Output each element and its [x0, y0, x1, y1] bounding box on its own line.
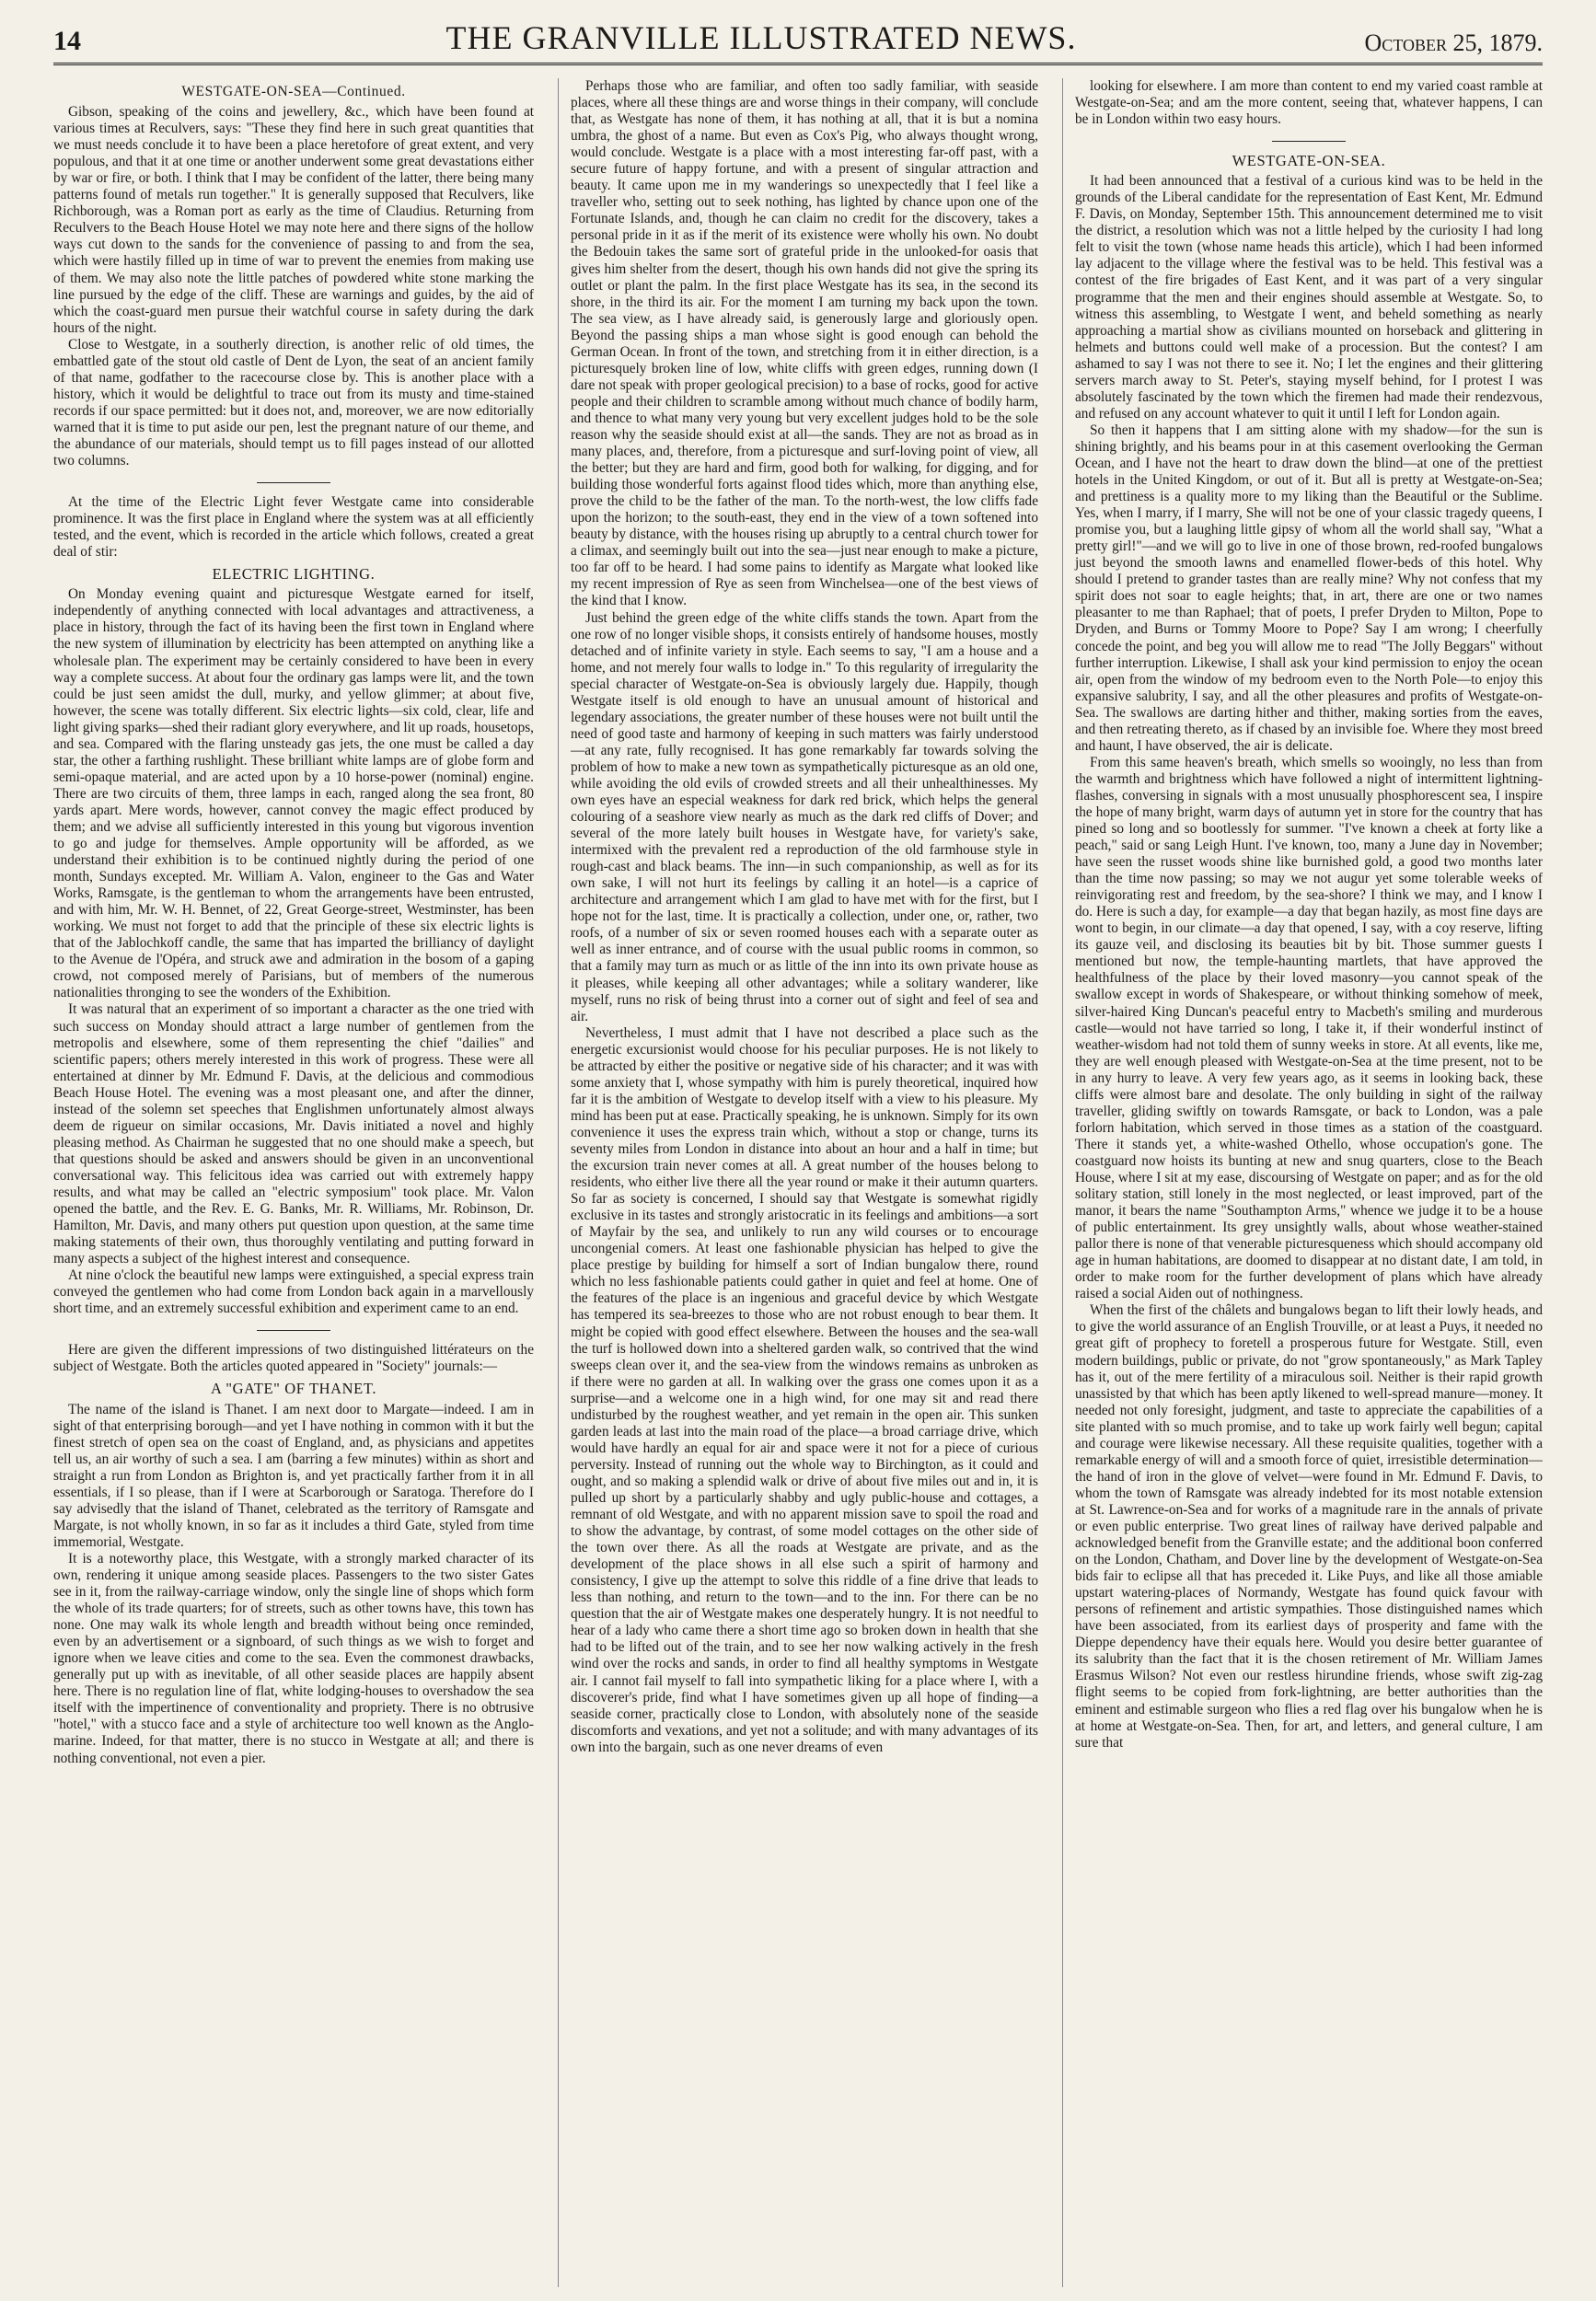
section-heading: WESTGATE-ON-SEA. — [1232, 152, 1386, 170]
page-number: 14 — [53, 26, 81, 56]
masthead — [53, 17, 1543, 65]
paragraph: It had been announced that a festival of a curious kind was to be held in the grounds of the Liberal candidate for the representation of East Kent, Mr. Edmund F. Davis, on Monday, September 15th. This announcement determined me to visit the district, a resolution which was not a little helped by the curiosity I had long felt to visit the town (whose name heads this article), which I had been informed lay adjacent to the village where the festival was to be held. This festival was a contest of the fire brigades of East Kent, and it was part of a very singular programme that the men and their engines should assemble at Westgate. So, to witness this assembling, to Westgate I went, and beheld something as nearly approaching a martial show as civilians mounted on horseback and glittering in helmets and buttons could well make of a procession. But the contest? I am ashamed to say I was not there to see it. No; I let the engines and their glittering servers march away to St. Peter's, staying myself behind, for I protest I was absolutely fascinated by the town which the firemen had made their rendezvous, and refused on any account whatever to quit it until I left for London again. — [1075, 173, 1543, 422]
paragraph: looking for elsewhere. I am more than content to end my varied coast ramble at Westgate-on-Sea; and am the more content, seeing that, whatever happens, I can be in London within two easy hours. — [1075, 78, 1543, 128]
paragraph: It is a noteworthy place, this Westgate, with a strongly marked character of its own, rendering it unique among seaside places. Passengers to the two sister Gates see in it, from the railway-carriage window, only the single line of shops which form the whole of its trade quarters; for of streets, such as other towns have, this town has none. One may walk its whole length and breadth without being once reminded, even by an advertisement or a signboard, of such things as we wish to forget and ignore when we leave cities and come to the sea. Even the commonest drawbacks, generally put up with as inevitable, of all other seaside places are happily absent here. There is no regulation line of flat, white lodging-houses to overshadow the sea itself with the impertinence of conventionality and propriety. There is no obtrusive "hotel," with a stucco face and a style of architecture too well known as the Anglo-marine. Indeed, for that matter, there is no stucco in Westgate at all; and there is nothing conventional, not even a pier. — [53, 1550, 534, 1766]
paragraph: On Monday evening quaint and picturesque Westgate earned for itself, independently of anything connected with local advantages and attractiveness, a place in history, through the fact of its having been the first town in England where the new system of illumination by electricity has been attempted on anything like a wholesale plan. The experiment may be certainly considered to have been in every way a complete success. At about four the ordinary gas lamps were lit, and the town could be just seen amidst the dull, murky, and yellow glimmer; at about five, however, the scene was totally different. Six electric lights—six cold, clear, life and light giving sparks—shed their radiant glory everywhere, and lit up roads, housetops, and sea. Compared with the flaring unsteady gas jets, the one must be called a day star, the other a farthing rushlight. These brilliant white lamps are of globe form and semi-opaque material, and are acted upon by a 10 horse-power (nominal) engine. There are two circuits of them, three lamps in each, ranged along the sea front, 80 yards apart. Mere words, however, cannot convey the magic effect produced by them; and we advise all sufficiently interested in this young but vigorous invention to go and judge for themselves. Ample opportunity will be afforded, as we understand their exhibition is to be continued nightly during the period of one month, Sundays excepted. Mr. William A. Valon, engineer to the Gas and Water Works, Ramsgate, is the gentleman to whom the arrangements have been entrusted, and with him, Mr. W. H. Bennet, of 22, Great George-street, Westminster, has been working. We must not forget to add that the principle of these six electric lights is that of the Jablochkoff candle, the same that has imparted the brilliancy of daylight to the Avenue de l'Opéra, and struck awe and admiration in the bosom of a gaping crowd, not composed merely of Parisians, but of members of the numerous nationalities thronging to see the wonders of the Exhibition. — [53, 586, 534, 1001]
paragraph: When the first of the châlets and bungalows began to lift their lowly heads, and to give the world assurance of an English Trouville, or at least a Puys, it needed no great gift of prophecy to foretell a prosperous future for Westgate. Still, even modern buildings, public or private, do not "grow spontaneously," as Mark Tapley has it, out of the mere fertility of a miraculous soil. Neither is their rapid growth unassisted by that which has been aptly likened to well-spread manure—money. It needed not only foresight, judgment, and taste to appreciate the capabilities of a site planted with so much promise, and to take up work fairly well begun; capital and courage were likewise necessary. All these requisite qualities, together with a remarkable energy of will and a smooth force of quiet, irresistible determination—the hand of iron in the glove of velvet—were found in Mr. Edmund F. Davis, to whom the town of Ramsgate was already indebted for its most notable extension at St. Lawrence-on-Sea and for works of a magnitude rare in the annals of private or even public enterprise. Two great lines of railway have derived palpable and acknowledged benefit from the Granville estate; and the additional boon conferred on the London, Chatham, and Dover line by the development of Westgate-on-Sea bids fair to eclipse all that has preceded it. Like Puys, and like all those amiable upstart watering-places of Normandy, Westgate has found quick favour with persons of refinement and artistic sympathies. Those distinguished names which have been associated, from its earliest days of prosperity and fame with the Dieppe dependency have their equals here. Would you desire better guarantee of its salubrity than the fact that it is the chosen retirement of Mr. William James Erasmus Wilson? Not even our restless hirundine friends, whose swift zig-zag flight seems to be copied from fork-lightning, are better authorities than the eminent and estimable surgeon who flies a red flag over his bungalow when he is at home at Westgate-on-Sea. Then, for art, and letters, and general culture, I am sure that — [1075, 1302, 1543, 1751]
paragraph: Gibson, speaking of the coins and jewellery, &c., which have been found at various times at Reculvers, says: "These they find here in such great quantities that we must needs conclude it to have been a place heretofore of great extent, and very populous, and that it at one time or another underwent some great devastations either by war or fire, or both. I think that I may be confident of the latter, there being many patterns found of metals run together." It is generally supposed that Reculvers, like Richborough, was a Roman port as early as the time of Claudius. Returning from Reculvers to the Beach House Hotel we may note here and there signs of the hollow ways cut down to the sands for the convenience of passing to and from the sea, which were hastily filled up in time of war to prevent the enemies from making use of them. We may also note the little patches of powdered white stone marking the line pursued by the edge of the cliff. These are warnings and guides, by the aid of which the coast-guard men pursue their watchful course in safety during the dark hours of the night. — [53, 104, 534, 336]
paragraph: At nine o'clock the beautiful new lamps were extinguished, a special express train conveyed the gentlemen who had come from London back again in a marvellously short time, and an extremely successful exhibition and experiment came to an end. — [53, 1267, 534, 1317]
paragraph: From this same heaven's breath, which smells so wooingly, no less than from the warmth and brightness which have followed a night of intermittent lightning-flashes, conversing in signals with a most unusually phosphorescent sea, I inspire the hope of many bright, warm days of autumn yet in store for the country that has pined so long and so bootlessly for summer. "I've known a cheek at forty like a peach," said or sang Leigh Hunt. I've known, too, many a June day in November; have seen the russet woods shine like burnished gold, a good two months later than the time now passing; so may we not augur yet some tolerable weeks of reinvigorating rest and freedom, by the sea-shore? I think we may, and I know I do. Here is such a day, for example—a day that began hazily, as most fine days are wont to begin, in our climate—a day that opened, I say, with a coy reserve, lifting its gauze veil, and disclosing its beauties bit by bit. Those summer guests I mentioned but now, the temple-haunting martlets, that have approved the healthfulness of the place by their loved masonry—you cannot speak of the swallow except in words of Shakespeare, or without thinking somehow of meek, silver-haired King Duncan's peaceful entry to Macbeth's smiling and murderous castle—would not have tarried so long, I take it, if their wonderful instinct of weather-wisdom had not told them of sunny weeks in store. At all events, like me, they are well enough pleased with Westgate-on-Sea at the time present, not to be in any hurry to leave. A very few years ago, as it seems in looking back, these cliffs were almost bare and desolate. The only building in sight of the railway traveller, gliding swiftly on towards Ramsgate, or back to London, was a pale forlorn habitation, which served in those times as a station of the coastguard. There it stands yet, a white-washed Othello, whose occupation's gone. The coastguard now hoists its bunting at new and snug quarters, close to the Beach House, where I sit at my ease, discoursing of Westgate on paper; and as for the old solitary station, still lonely in the most neglected, or least improved, part of the manor, it bears the name "Southampton Arms," whence we judge it to be a house of public entertainment. Its grey unsightly walls, about whose weather-stained pallor there is none of that venerable picturesqueness which should accompany old age in human habitations, are doomed to disappear at no distant date, I am told, in order to make room for the further development of plans which have already raised a social Aiden out of nothingness. — [1075, 754, 1543, 1302]
section-heading: ELECTRIC LIGHTING. — [212, 565, 376, 584]
paragraph: Nevertheless, I must admit that I have not described a place such as the energetic excursionist would choose for his peculiar purposes. He is not likely to be attracted by either the positive or negative side of his character; and it was with some anxiety that I, whose sympathy with him is purely theoretical, inquired how far it is the ambition of Westgate to develop itself with a view to his pleasure. My mind has been put at ease. Practically speaking, he is unknown. Simply for its own convenience it uses the express train which, without a stop or change, turns its seventy miles from London in distance into about an hour and a half in time; but the excursion train never comes at all. A great number of the houses belong to residents, who either live there all the year round or make it their autumn quarters. So far as society is concerned, I should say that Westgate is somewhat rigidly exclusive in its tastes and strongly aristocratic in its feelings and ambitions—a sort of Mayfair by the sea, and unlikely to run any wild courses or to encourage uncongenial comers. At least one fashionable physician has helped to give the place prestige by building for himself a sort of Indian bungalow there, round which no less fashionable patients could gather in quiet and feel at home. One of the features of the place is an ingenious and graceful device by which Westgate has tempered its sea-breezes to those who are not robust enough to bear them. It might be copied with good effect elsewhere. Between the houses and the sea-wall the turf is hollowed down into a sheltered garden walk, so contrived that the wind sweeps clean over it, and the sea-view from the windows remains as unbroken as if there were no garden at all. In walking over the grass one comes upon it as a surprise—and a welcome one in a high wind, for one may sit and read there undisturbed by the roughest weather, and yet remain in the open air. This sunken garden leads at last into the main road of the place—a broad carriage drive, which would have hardly an equal for air and space were it not for a piece of curious perversity. Instead of running out the whole way to Birchington, as it could and ought, and so making a splendid walk or drive of about five miles out and in, it is pulled up short by a particularly shabby and ugly public-house and cottages, a remnant of old Westgate, and with no apparent mission save to spoil the road and to show the advantage, by contrast, of some model cottages on the other side of the town over there. As all the roads at Westgate are private, and as the development of the place shows in all else such a spirit of harmony and consistency, I give up the attempt to solve this riddle of a fine drive that leads to less than nothing, and return to the town—and to the inn. For there can be no question that the air of Westgate makes one desperately hungry. It is not needful to hear of a lady who came there a short time ago so broken down in health that she had to be lifted out of the train, and to see her now walking actively in the fresh wind over the rocks and sands, in order to find all healthy symptoms in Westgate air. I cannot fail myself to fall into sympathetic liking for a place where I, with a discoverer's pride, find what I have sometimes given up all hope of finding—a seaside corner, practically close to London, with absolutely none of the seaside discomforts and vexations, and yet not a solitude; and with many advantages of its own into the bargain, such as one never dreams of even — [571, 1024, 1038, 1755]
paragraph: The name of the island is Thanet. I am next door to Margate—indeed. I am in sight of that enterprising borough—and yet I have nothing in common with it but the finest stretch of open sea on the coast of England, and, as physicians and appetites tell us, an air worthy of such a sea. I am (barring a few minutes) within as short and straight a run from London as Brighton is, and yet practically farther from it in all essentials, if I so please, than if I were at Scarborough or Saratoga. Therefore do I say advisedly that the island of Thanet, celebrated as the territory of Ramsgate and Margate, is not wholly known, in so far as it includes a third Gate, styled from time immemorial, Westgate. — [53, 1401, 534, 1550]
column-3 — [1062, 78, 1543, 2287]
paragraph: So then it happens that I am sitting alone with my shadow—for the sun is shining brightly, and his beams pour in at this casement overlooking the German Ocean, and I have not the heart to draw down the blind—at one of the prettiest hotels in the United Kingdom, or out of it. But all is pretty at Westgate-on-Sea; and prettiness is a quality more to my liking than the Beautiful or the Sublime. Yes, when I marry, if I marry, She will not be one of your classic tragedy queens, I promise you, but a laughing little gipsy of whom all the world shall say, "What a pretty girl!"—and we will go to live in one of those brown, red-roofed bungalows just beyond the smooth lawns and enamelled flower-beds of this hotel. Why should I pretend to grander tastes than are really mine? Why not confess that my spirit does not soar to eagle heights; that, in art, there are one or two names pleasanter to me than Raphael; that of poets, I prefer Dryden to Milton, Pope to Dryden, and Burns or Tommy Moore to Pope? Say I am wrong; I cheerfully concede the point, and beg you will allow me to read "The Jolly Beggars" without further interruption. Likewise, I shall ask your kind permission to enjoy the ocean air, open from the window of my bedroom even to the North Pole—to enjoy this expansive salubrity, I say, and all the other pleasures and profits of Westgate-on-Sea. The swallows are darting hither and thither, making sorties from the eaves, and then retreating thereto, as if chased by an invisible foe. Where they most breed and haunt, I have observed, the air is delicate. — [1075, 422, 1543, 754]
paragraph: Close to Westgate, in a southerly direction, is another relic of old times, the embattled gate of the stout old castle of Dent de Lyon, the seat of an ancient family of that name, godfather to the racecourse close by. This is another place with a history, which it would be delightful to trace out from its musty and time-stained records if our space permitted: but it does not, and, moreover, we are now editorially warned that it is time to put aside our pen, lest the pregnant nature of our theme, and the abundance of our materials, should tempt us to fill pages instead of our allotted two columns. — [53, 336, 534, 469]
section-divider — [257, 1330, 330, 1331]
newspaper-title: THE GRANVILLE ILLUSTRATED NEWS. — [445, 19, 1077, 56]
article-columns — [53, 78, 1543, 2287]
paragraph: At the time of the Electric Light fever Westgate came into considerable prominence. It was the first place in England where the system was at all efficiently tested, and the event, which is recorded in the article which follows, created a great deal of stir: — [53, 494, 534, 561]
section-divider — [1272, 141, 1346, 142]
section-divider — [257, 482, 330, 483]
paragraph: Perhaps those who are familiar, and often too sadly familiar, with seaside places, where all these things are and worse things in their company, will conclude that, as Westgate has none of them, it has nothing at all, that it is but a nomina umbra, the ghost of a name. But even as Cox's Pig, who always thought wrong, would conclude. Westgate is a place with a most interesting far-off past, with a secure future of happy fortune, and with a present of singular attraction and beauty. It came upon me in my wanderings so unexpectedly that I feel like a traveller who, setting out to seek nothing, has lighted by chance upon one of the Fortunate Islands, and, though he can claim no credit for the discovery, takes a personal pride in it as if the merit of its existence were wholly his own. No doubt the Bedouin takes the same sort of grateful pride in the unlooked-for oasis that gives him shelter from the desert, though his own hands did not give the spring its outlet or plant the palm. In the first place Westgate has its sea, in the second its shore, in the third its air. For the moment I am turning my back upon the town. The sea view, as I have already said, is generously large and gloriously open. Beyond the passing ships a man whose sight is good enough can behold the German Ocean. In front of the town, and stretching from it in either direction, is a picturesquely broken line of low, white cliffs with green edges, running down (I dare not speak with proper geological precision) to a base of rocks, good for active people and their children to scramble among without much chance of bodily harm, and thence to what many very young but very excellent judges hold to be the sole reason why the seaside should exist at all—the sands. They are not as broad as in many places, and, therefore, from a picturesque and surf-loving point of view, all the better; but they are hard and firm, good both for walking, for digging, and for building those wonderful forts against flood tides which, more than anything else, prove the child to be the father of the man. To the north-west, the low cliffs fade upon the horizon; to the south-east, they end in the view of a town softened into beauty by distance, with the houses rising up abruptly to a central church tower for a climax, and seemingly built out into the sea—just near enough to make a picture, too far off to be heard. I had some pains to identify as Margate what looked like my recent impression of Rye as seen from Winchelsea—one of the best views of the kind that I know. — [571, 78, 1038, 609]
paragraph: It was natural that an experiment of so important a character as the one tried with such success on Monday should attract a large number of gentlemen from the metropolis and elsewhere, some of them representing the chief "dailies" and scientific papers; others merely interested in this work of progress. These were all entertained at dinner by Mr. Edmund F. Davis, at the delicious and commodious Beach House Hotel. The evening was a most pleasant one, and after the dinner, instead of the solemn set speeches that Englishmen unfortunately almost always deem de rigueur on similar occasions, Mr. Davis initiated a novel and highly pleasing method. As Chairman he suggested that no one should make a speech, but that questions should be asked and answers should be given in an unconventional conversational way. This felicitous idea was carried out with extremely happy results, and what may be called an "electric symposium" took place. Mr. Valon opened the battle, and the Rev. E. G. Banks, Mr. R. Williams, Mr. Robinson, Dr. Hamilton, Mr. Davis, and many others put question upon question, at the same time making statements of their own, thus thoroughly ventilating and putting forward in many aspects a subject of the highest interest and consequence. — [53, 1001, 534, 1267]
column-1 — [53, 78, 534, 2287]
issue-date: October 25, 1879. — [1364, 29, 1543, 56]
column-2 — [558, 78, 1038, 2287]
paragraph: Just behind the green edge of the white cliffs stands the town. Apart from the one row of no longer visible shops, it consists entirely of handsome houses, mostly detached and of infinite variety in style. Each seems to say, "I am a house and a home, and not merely four walls to lodge in." To this regularity of irregularity the special character of Westgate-on-Sea is obviously largely due. Happily, though Westgate itself is old enough to have an unusual amount of historical and legendary associations, the greater number of these houses were not built until the need of good taste and harmony of keeping in such matters was fairly understood—at any rate, fully recognised. It has gone remarkably far towards solving the problem of how to make a new town as sympathetically picturesque as an old one, while avoiding the old evils of crowded streets and all their unhealthinesses. My own eyes have an especial weakness for dark red brick, which helps the general colouring of a seashore view nearly as much as the dark red cliffs of Dover; and several of the more lately built houses in Westgate have, for variety's sake, intermixed with the prevalent red a reproduction of the old farmhouse style in rough-cast and black beams. The inn—in such companionship, as well as for its own sake, I will not hurt its feelings by calling it an hotel—is a caprice of architecture and arrangement which I am glad to have met with for the first, but I hope not for the last, time. It is practically a collection, under one, or, rather, two roofs, of a number of six or seven roomed houses each with a separate outer as well as inner entrance, and of course with the usual public rooms in common, so that a family may turn as much or as little of the inn into its own private house as it pleases, while keeping all other advantages; while a solitary wanderer, like myself, runs no risk of being thrust into a corner out of sight and feel of sea and air. — [571, 609, 1038, 1024]
paragraph: Here are given the different impressions of two distinguished littérateurs on the subject of Westgate. Both the articles quoted appeared in "Society" journals:— — [53, 1342, 534, 1375]
section-heading: A "GATE" OF THANET. — [210, 1380, 377, 1398]
section-heading: WESTGATE-ON-SEA—Continued. — [181, 84, 406, 99]
